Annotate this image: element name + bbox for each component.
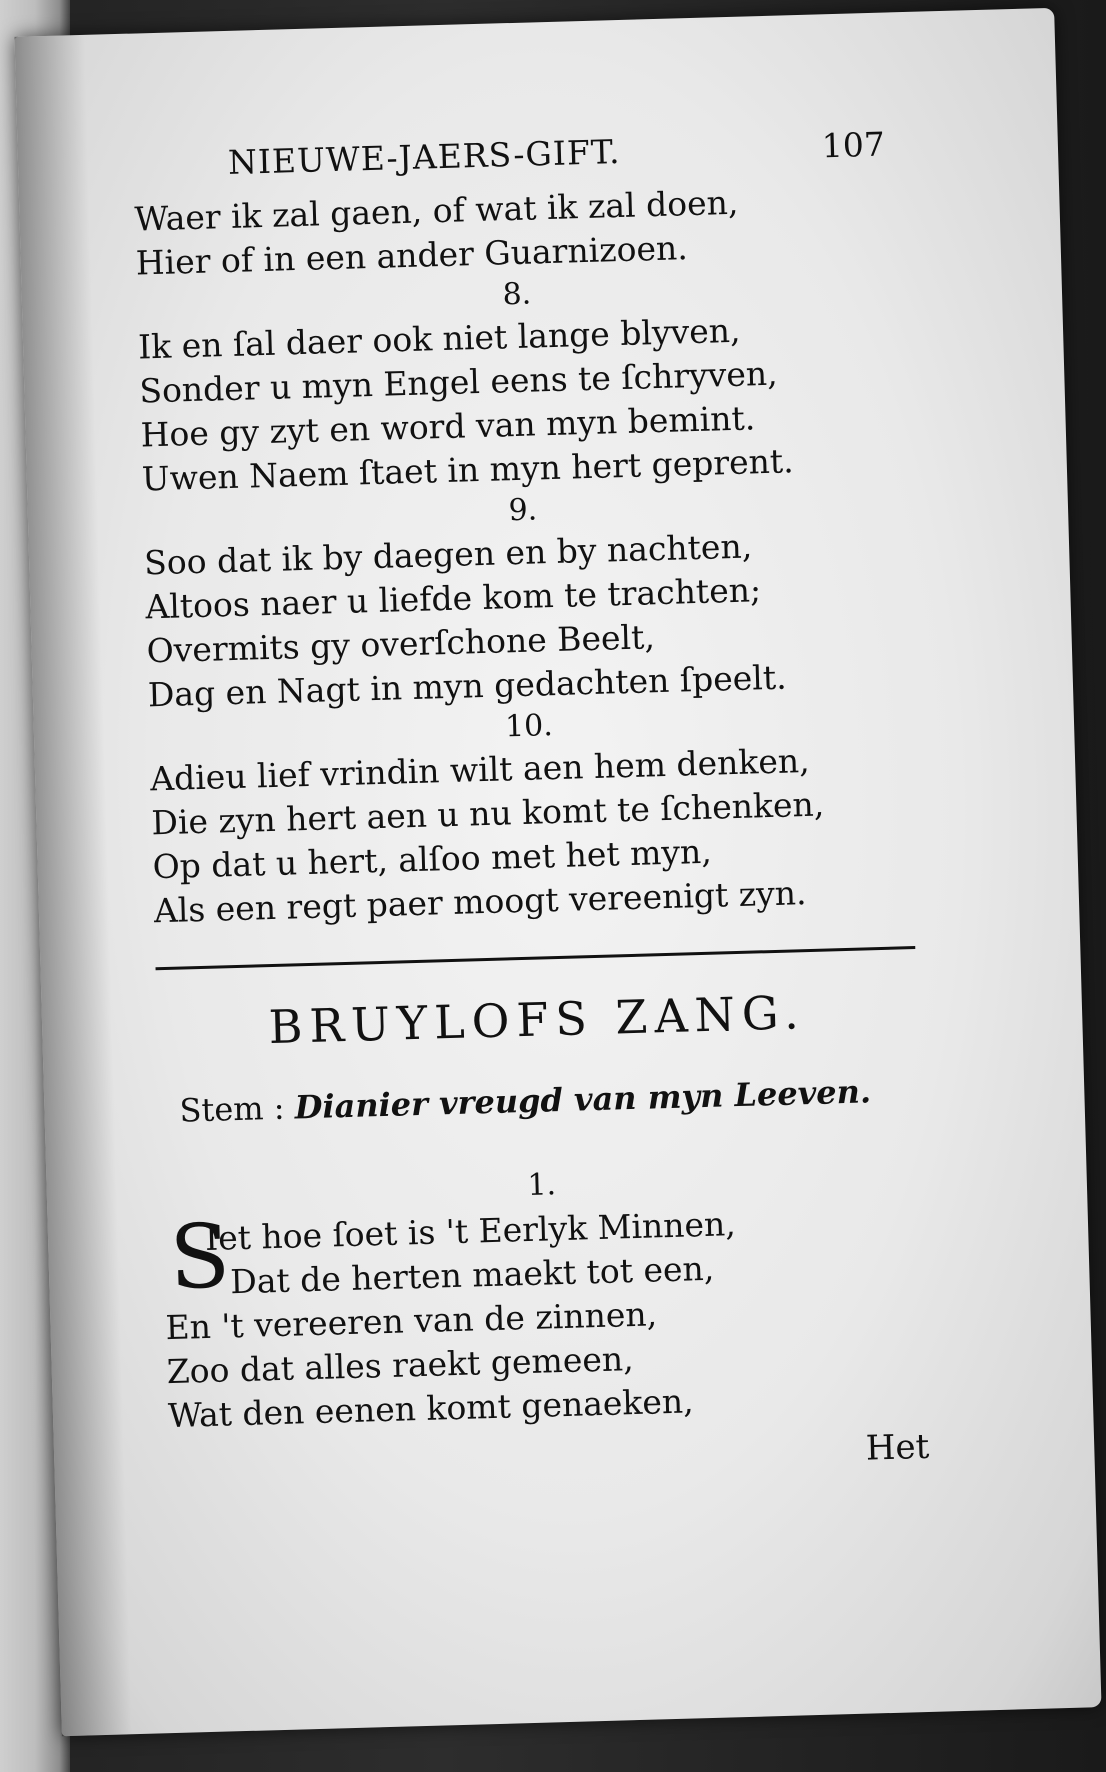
stanza-10 (149, 696, 915, 933)
verse-line: Ik en ſal daer ook niet lange blyven, (137, 310, 741, 367)
book-page (14, 8, 1101, 1736)
verse-line: Adieu lief vrindin wilt aen hem denken, (149, 740, 811, 799)
running-head: NIEUWE-JAERS-GIFT. (227, 131, 621, 182)
verse-line: Dat de herten maekt tot een, (229, 1248, 715, 1302)
catchword: Het (865, 1426, 930, 1469)
stanza-9 (142, 480, 908, 717)
drop-capital: S (168, 1204, 232, 1309)
verse-line: Soo dat ik by daegen en by nachten, (143, 526, 753, 583)
stanza-number: 9. (508, 492, 538, 529)
tune-indication (179, 1065, 920, 1136)
tune-name: Dianier vreugd van myn Leeven. (294, 1072, 872, 1127)
verse-line: Dag en Nagt in myn gedachten ſpeelt. (147, 657, 788, 715)
verse-line: Zoo dat alles raekt gemeen, (166, 1339, 635, 1392)
verse-line: Sonder u myn Engel eens te ſchryven, (138, 353, 779, 411)
verse-line: Hoe gy zyt en word van myn bemint. (140, 398, 756, 455)
verse-line: Uwen Naem ſtaet in myn hert geprent. (141, 441, 795, 499)
tune-label: Stem : (178, 1088, 286, 1130)
verse-line: Iet hoe ſoet is 't Eerlyk Minnen, (204, 1204, 737, 1258)
stanza-8 (136, 264, 902, 501)
song-title: BRUYLOFS ZANG. (267, 985, 807, 1055)
page-text (133, 124, 930, 1490)
verse-line: En 't vereeren van de zinnen, (165, 1294, 658, 1348)
stanza-number: 8. (502, 276, 532, 313)
verse-line: Altoos naer u liefde kom te trachten; (144, 570, 762, 627)
verse-line: Die zyn hert aen u nu komt te ſchenken, (150, 784, 825, 843)
verse-line: Overmits gy overſchone Beelt, (146, 617, 656, 671)
stanza-number: 1. (526, 1167, 557, 1203)
verse-line: Hier of in een ander Guarnizoen. (135, 228, 689, 283)
verse-line: Als een regt paer moogt vereenigt zyn. (153, 873, 807, 931)
verse-line: Wat den eenen komt genaeken, (167, 1381, 695, 1436)
page-number: 107 (821, 124, 886, 166)
song-stanza-1 (163, 1197, 929, 1438)
verse-line: Op dat u hert, alſoo met het myn, (152, 831, 713, 887)
verse-line: Waer ik zal gaen, of wat ik zal doen, (134, 182, 739, 239)
section-divider (156, 946, 916, 970)
stanza-number: 10. (504, 708, 554, 745)
